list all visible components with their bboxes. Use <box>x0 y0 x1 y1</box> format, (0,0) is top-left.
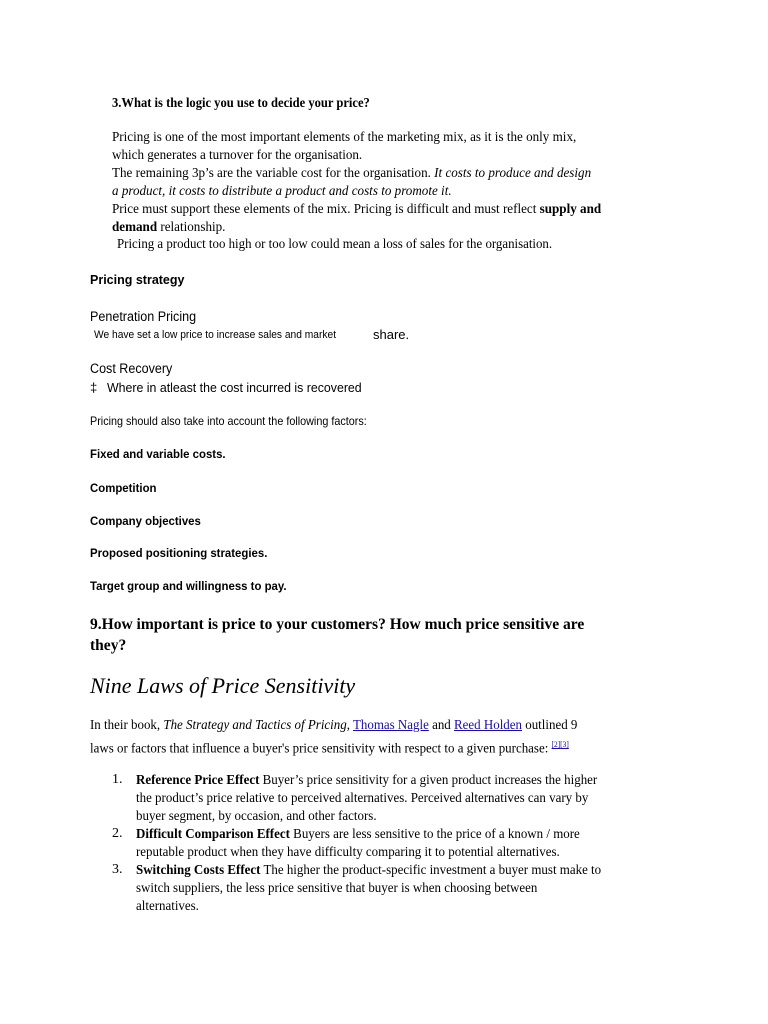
q9-heading-line2: they? <box>90 637 127 654</box>
intro-line2 <box>90 735 577 759</box>
law-title: Switching Costs Effect <box>136 863 261 878</box>
penetration-pricing-tail <box>373 327 409 342</box>
cost-recovery-title <box>90 361 179 376</box>
law-title: Reference Price Effect <box>136 773 260 788</box>
factors-intro-text: Pricing should also take into account the following factors: <box>90 414 367 428</box>
author-link-reed-holden[interactable]: Reed Holden <box>454 718 522 733</box>
factor-text: Proposed positioning strategies. <box>90 546 268 560</box>
law-line2: the product’s price relative to perceived alternatives. Perceived alternatives can vary by <box>136 791 589 806</box>
cost-recovery-desc: Where in atleast the cost incurred is recovered <box>107 380 362 395</box>
factor-text: Fixed and variable costs. <box>90 447 226 461</box>
cost-recovery-item <box>90 380 375 395</box>
q3-p3-line2 <box>112 219 601 237</box>
q3-p2-italic: It costs to produce and design <box>434 166 592 181</box>
law-text: Buyers are less sensitive to the price of a known / more <box>289 827 580 842</box>
intro-line1 <box>90 717 577 735</box>
factor-item <box>90 447 233 461</box>
pricing-strategy-heading <box>90 273 184 287</box>
q3-p1-line2: which generates a turnover for the organisation. <box>112 148 363 163</box>
nine-laws-title <box>90 673 355 699</box>
citation-link[interactable]: [2] <box>551 740 561 749</box>
law-line2: reputable product when they have difficulty comparing it to potential alternatives. <box>136 845 560 860</box>
factors-intro <box>90 414 398 428</box>
list-number: 1. <box>112 772 123 787</box>
q3-p2-line2 <box>112 183 601 201</box>
list-number: 2. <box>112 826 123 841</box>
q9-heading-line1: 9.How important is price to your customers? How much price sensitive are <box>90 616 585 633</box>
penetration-pricing-desc <box>94 329 354 341</box>
law-title: Difficult Comparison Effect <box>136 827 290 842</box>
law-text: Buyer’s price sensitivity for a given product increases the higher <box>259 773 598 788</box>
q9-heading <box>90 614 600 656</box>
book-title: The Strategy and Tactics of Pricing <box>163 718 347 733</box>
q3-heading <box>112 95 389 111</box>
factor-item <box>90 579 297 593</box>
law-line3: alternatives. <box>136 899 199 914</box>
law-line3: buyer segment, by occasion, and other factors. <box>136 809 377 824</box>
factor-text: Competition <box>90 481 157 495</box>
penetration-pricing-title <box>90 309 204 324</box>
q3-p2-plain: The remaining 3p’s are the variable cost for the organisation. <box>112 166 435 181</box>
law-line1 <box>136 826 580 844</box>
factor-text: Target group and willingness to pay. <box>90 579 287 593</box>
q3-p3-line1 <box>112 201 601 219</box>
intro-text-a: In their book, <box>90 718 164 733</box>
penetration-desc-text: We have set a low price to increase sales and market <box>94 329 337 341</box>
q3-p3-plain: Price must support these elements of the mix. Pricing is difficult and must reflect <box>112 202 540 217</box>
dagger-bullet-icon: ‡ <box>90 380 98 395</box>
intro-text-c: and <box>428 718 455 733</box>
intro-text-line2: laws or factors that influence a buyer's price sensitivity with respect to a given purchase: <box>90 741 552 757</box>
penetration-title-text: Penetration Pricing <box>90 309 197 324</box>
q3-p3-bold-2: demand <box>112 220 158 235</box>
q3-paragraph-4 <box>117 237 590 253</box>
citation-link[interactable]: [3] <box>560 740 569 749</box>
nine-laws-intro <box>90 717 617 759</box>
q3-p3-plain-2: relationship. <box>157 220 226 235</box>
q3-p2-italic-2: a product, it costs to distribute a product and costs to promote it. <box>112 184 452 199</box>
pricing-strategy-heading-text: Pricing strategy <box>90 273 185 287</box>
factor-item <box>90 481 160 495</box>
penetration-tail-text: share. <box>373 327 410 342</box>
law-line2: switch suppliers, the less price sensitive that buyer is when choosing between <box>136 881 538 896</box>
q3-p4-text: Pricing a product too high or too low could mean a loss of sales for the organisation. <box>117 237 553 252</box>
intro-text-d: outlined 9 <box>521 718 578 733</box>
q3-p2-line1 <box>112 165 601 183</box>
list-number: 3. <box>112 862 123 877</box>
cost-recovery-title-text: Cost Recovery <box>90 361 173 376</box>
nine-laws-title-text: Nine Laws of Price Sensitivity <box>90 673 356 698</box>
law-text: The higher the product-specific investment a buyer must make to <box>260 863 602 878</box>
q3-p3-bold: supply and <box>539 202 602 217</box>
factor-item <box>90 546 277 560</box>
q3-heading-text: 3.What is the logic you use to decide your price? <box>112 95 370 110</box>
q3-p1-line1: Pricing is one of the most important elements of the marketing mix, as it is the only mix, <box>112 130 577 145</box>
intro-text-b: , <box>346 718 353 733</box>
factor-item <box>90 514 207 528</box>
law-line1 <box>136 862 601 880</box>
author-link-thomas-nagle[interactable]: Thomas Nagle <box>352 718 429 733</box>
q3-paragraph-1 <box>112 129 635 237</box>
law-line1 <box>136 772 597 790</box>
factor-text: Company objectives <box>90 514 201 528</box>
